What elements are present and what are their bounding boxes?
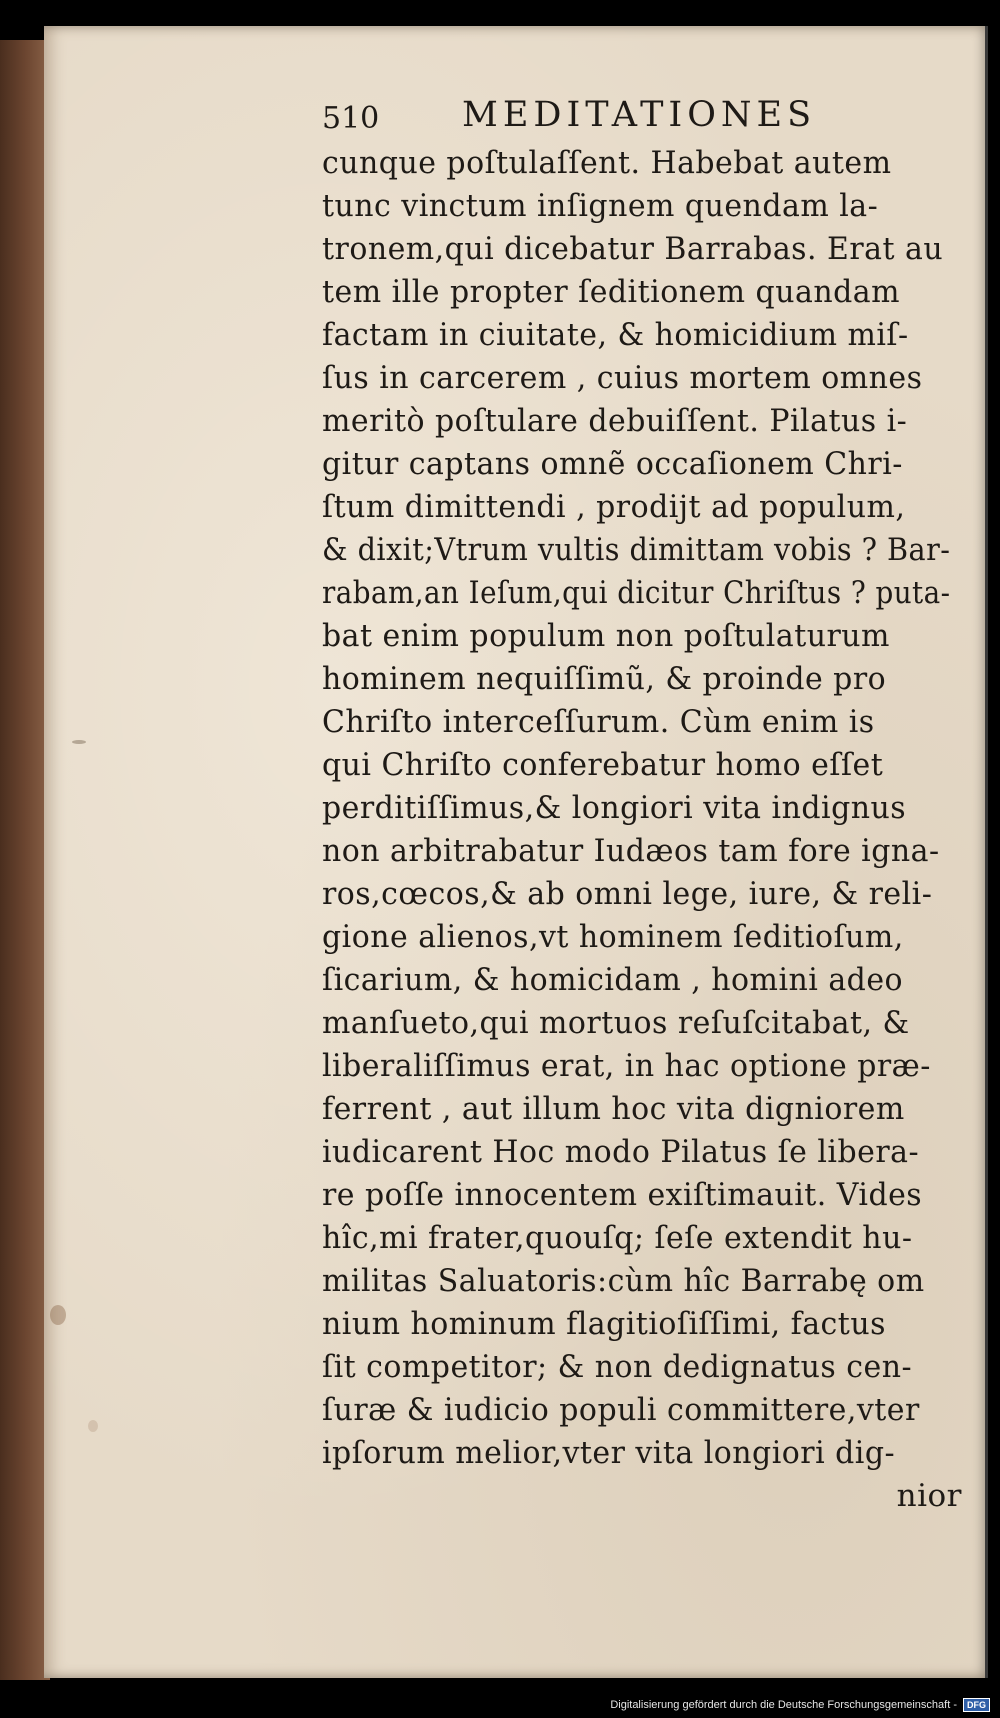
credit-text: Digitalisierung gefördert durch die Deutsche Forschungsgemeinschaft -	[610, 1699, 957, 1711]
text-line: cunque poſtulaſſent. Habebat autem	[322, 145, 892, 181]
paper-stain	[50, 1305, 66, 1325]
text-line: tronem,qui dicebatur Barrabas. Erat au	[322, 231, 944, 267]
paper-stain	[72, 740, 86, 744]
paper-stain	[88, 1420, 98, 1432]
text-line: meritò poſtulare debuiſſent. Pilatus i-	[322, 403, 908, 439]
text-line: hîc,mi frater,quouſq; ſeſe extendit hu-	[322, 1220, 913, 1256]
text-line: ſtum dimittendi , prodijt ad populum,	[322, 489, 906, 525]
text-line: liberaliſſimus erat, in hac optione præ-	[322, 1048, 931, 1084]
text-line: ſit competitor; & non dedignatus cen-	[322, 1349, 913, 1385]
text-line: tunc vinctum inſignem quendam la-	[322, 188, 879, 224]
text-line: ferrent , aut illum hoc vita digniorem	[322, 1091, 905, 1127]
page-header	[322, 95, 882, 141]
digitization-credit	[610, 1695, 990, 1715]
text-line: Chriſto interceſſurum. Cùm enim is	[322, 704, 875, 740]
text-line: gitur captans omnẽ occaſionem Chri-	[322, 446, 903, 482]
text-line: perditiſſimus,& longiori vita indignus	[322, 790, 907, 826]
running-head: MEDITATIONES	[462, 95, 817, 135]
text-line: gione alienos,vt hominem ſeditioſum,	[322, 919, 904, 955]
text-line: non arbitrabatur Iudæos tam fore igna-	[322, 833, 940, 869]
text-line: hominem nequiſſimũ, & proinde pro	[322, 661, 887, 697]
dfg-logo: DFG	[963, 1698, 990, 1712]
text-line: tem ille propter ſeditionem quandam	[322, 274, 900, 310]
page-border	[985, 26, 988, 1678]
text-line: rabam,an Ieſum,qui dicitur Chriſtus ? puta-	[322, 575, 951, 611]
text-line: manſueto,qui mortuos reſuſcitabat, &	[322, 1005, 910, 1041]
book-edge	[0, 40, 50, 1680]
text-line: qui Chriſto conferebatur homo eſſet	[322, 747, 884, 783]
text-line: bat enim populum non poſtulaturum	[322, 618, 890, 654]
text-line: iudicarent Hoc modo Pilatus ſe libera-	[322, 1134, 920, 1170]
page-number: 510	[322, 101, 380, 136]
text-line: factam in ciuitate, & homicidium miſ-	[322, 317, 909, 353]
text-line: ſicarium, & homicidam , homini adeo	[322, 962, 904, 998]
text-line: ipſorum melior,vter vita longiori dig-	[322, 1435, 896, 1471]
text-line: militas Saluatoris:cùm hîc Barrabę om	[322, 1263, 925, 1299]
text-line: ſus in carcerem , cuius mortem omnes	[322, 360, 923, 396]
catchword: nior	[896, 1478, 962, 1514]
body-text	[322, 142, 972, 1518]
text-line: nium hominum flagitioſiſſimi, factus	[322, 1306, 886, 1342]
text-line: re poſſe innocentem exiſtimauit. Vides	[322, 1177, 923, 1213]
text-line: & dixit;Vtrum vultis dimittam vobis ? Bar-	[322, 532, 951, 568]
text-line: ros,cœcos,& ab omni lege, iure, & reli-	[322, 876, 933, 912]
text-line: ſuræ & iudicio populi committere,vter	[322, 1392, 920, 1428]
